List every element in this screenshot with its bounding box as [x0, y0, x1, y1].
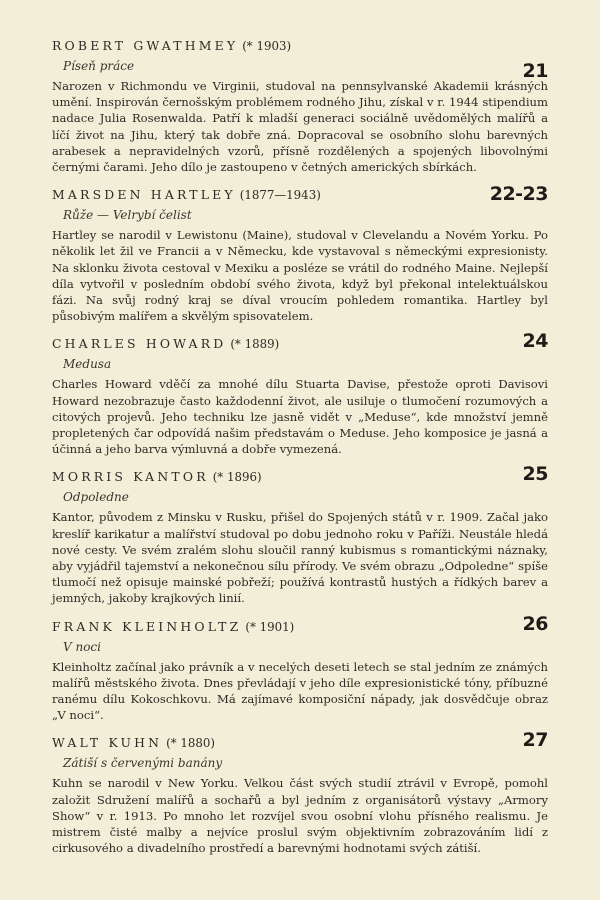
- entry-kleinholtz: [52, 612, 548, 724]
- work-title: Píseň práce: [63, 59, 135, 73]
- artist-name: ROBERT GWATHMEY: [52, 38, 239, 53]
- entry-gwathmey: [52, 38, 548, 175]
- plate-number: 22-23: [489, 183, 548, 206]
- plate-number: 27: [522, 729, 548, 752]
- artist-bio: Charles Howard vděčí za mnohé dílu Stuarta Davise, přestože oproti Davisovi Howard nezobrazuje často každodenní život, ale usiluje o tlumočení rozumových a citových projevů. Jeho techniku lze jasně vidět v „Meduse“, kde množství jemně propletených čar odpovídá našim představám o Meduse. Jeho komposice je jasná a účinná a jeho barva výmluvná a dobře vymezená.: [52, 377, 548, 457]
- work-title: V noci: [63, 639, 101, 654]
- artist-name: FRANK KLEINHOLTZ: [52, 618, 242, 634]
- entry-kantor: [52, 463, 548, 606]
- artist-bio: Narozen v Richmondu ve Virginii, studoval na pennsylvanské Akademii krásných umění. Inspirován černošským problémem rodného Jihu, získal v r. 1944 stipendium nadace Julia Rosenwalda. Patří k mladší generaci sociálně uvědomělých malířů a líčí život na Jihu, který tak dobře zná. Dopracoval se osobního slohu barevných arabesek a nepravidelných vzorů, přísně rozdělených a spojených libovolnými černými čarami. Jeho dílo je zastoupeno v četných amerických sbírkách.: [52, 79, 548, 175]
- work-title: Zátiší s červenými banány: [63, 756, 223, 771]
- artist-dates: (* 1903): [242, 39, 292, 53]
- artist-dates: (1877—1943): [239, 188, 321, 203]
- artist-name: MORRIS KANTOR: [52, 469, 209, 485]
- artist-heading: [52, 187, 548, 203]
- artist-bio: Hartley se narodil v Lewistonu (Maine), studoval v Clevelandu a Novém Yorku. Po několik let žil ve Francii a v Německu, kde vystavoval s německými expresionisty. Na sklonku života cestoval v Mexiku a posléze se vrátil do rodného Maine. Nejlepší díla vytvořil v posledním období svého života, když byl překonal intelektuálskou fázi. Na svůj rodný kraj se díval vroucím pohledem romantika. Hartley byl působivým malířem a skvělým spisovatelem.: [52, 228, 548, 324]
- artist-bio: Kantor, původem z Minsku v Rusku, přišel do Spojených států v r. 1909. Začal jako kreslíř karikatur a malířství studoval po dobu jednoho roku v Paříži. Neustále hledá nové cesty. Ve svém zralém slohu sloučil ranný kubismus s romantickými náznaky, aby vyjádřil tajemství a nekonečnou sílu přírody. Ve svém obrazu „Odpoledne“ spíše tlumočí než opisuje mainské pobřeží; používá kontrastů hustých a řídkých barev a jemných, jakoby krajkových linií.: [52, 510, 548, 606]
- work-title: Medusa: [63, 357, 112, 372]
- artist-dates: (* 1901): [245, 619, 295, 634]
- entry-hartley: [52, 183, 548, 324]
- plate-number: 21: [522, 60, 548, 82]
- artist-heading: [52, 38, 548, 54]
- work-title: Odpoledne: [63, 490, 129, 505]
- artist-dates: (* 1880): [166, 736, 216, 751]
- entry-kuhn: [52, 729, 548, 856]
- artist-dates: (* 1896): [212, 470, 262, 485]
- plate-number: 25: [522, 463, 548, 486]
- plate-number: 24: [522, 330, 548, 353]
- artist-heading: [52, 469, 548, 485]
- page: [52, 38, 548, 869]
- entry-howard: [52, 330, 548, 457]
- plate-number: 26: [522, 612, 548, 635]
- work-title: Růže — Velrybí čelist: [63, 208, 192, 223]
- artist-heading: [52, 619, 548, 635]
- artist-name: CHARLES HOWARD: [52, 336, 227, 352]
- artist-bio: Kleinholtz začínal jako právník a v necelých deseti letech se stal jedním ze známých malířů městského života. Dnes převládají v jeho díle expresionistické tóny, příbuzné ranému dílu Kokoschkovu. Má zajímavé komposiční nápady, jak dosvědčuje obraz „V noci“.: [52, 659, 548, 723]
- artist-bio: Kuhn se narodil v New Yorku. Velkou část svých studií ztrávil v Evropě, pomohl založit Sdružení malířů a sochařů a byl jedním z organisátorů výstavy „Armory Show“ v r. 1913. Po mnoho let rozvíjel svou osobní vlohu přísného realismu. Je mistrem čisté malby a nejvíce proslul svým objektivním zobrazováním lidí z cirkusového a divadelního prostředí a barevnými hodnotami svých zátiší.: [52, 776, 548, 856]
- artist-dates: (* 1889): [230, 337, 280, 352]
- artist-heading: [52, 735, 548, 751]
- artist-name: MARSDEN HARTLEY: [52, 187, 236, 203]
- artist-heading: [52, 336, 548, 352]
- artist-name: WALT KUHN: [52, 735, 163, 751]
